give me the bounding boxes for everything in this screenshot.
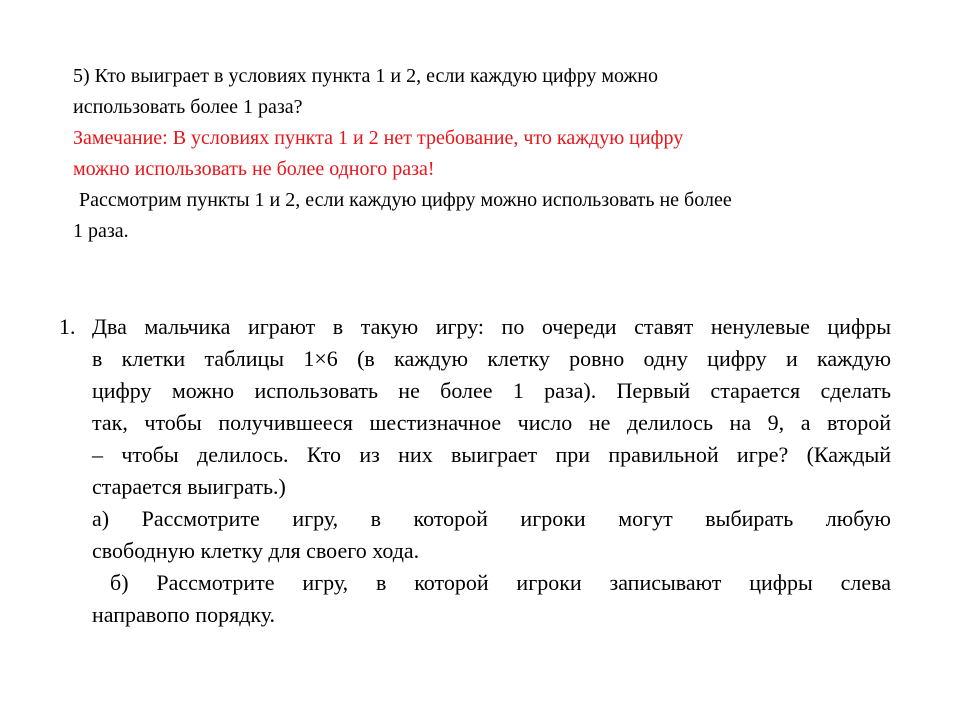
task-line-3: цифру можно использовать не более 1 раза). Первый старается сделать — [92, 378, 891, 403]
consider-line-1: Рассмотрим пункты 1 и 2, если каждую цифру можно использовать не более — [79, 189, 732, 211]
task-number: 1. — [59, 314, 76, 339]
consider-line-2: 1 раза. — [73, 220, 129, 242]
task-text — [92, 311, 891, 631]
task-part-b-line-1: б) Рассмотрите игру, в которой игроки записывают цифры слева — [110, 570, 891, 595]
task-line-4: так, чтобы получившееся шестизначное число не делилось на 9, а второй — [92, 410, 891, 435]
remark-line-2: можно использовать не более одного раза! — [73, 158, 435, 180]
question-5-line-2: использовать более 1 раза? — [73, 96, 303, 118]
task-line-5: – чтобы делилось. Кто из них выиграет при правильной игре? (Каждый — [92, 442, 891, 467]
task-line-6: старается выиграть.) — [92, 474, 286, 499]
task-part-a-line-2: свободную клетку для своего хода. — [92, 538, 420, 563]
question-5-line-1: 5) Кто выиграет в условиях пункта 1 и 2, если каждую цифру можно — [73, 65, 659, 87]
remark-line-1: Замечание: В условиях пункта 1 и 2 нет требование, что каждую цифру — [73, 127, 684, 149]
task-line-2: в клетки таблицы 1×6 (в каждую клетку ровно одну цифру и каждую — [92, 346, 891, 371]
intro-block — [73, 61, 873, 247]
task-part-b-line-2: направопо порядку. — [92, 602, 276, 627]
task-part-a-line-1: а) Рассмотрите игру, в которой игроки могут выбирать любую — [92, 506, 891, 531]
task-line-1: Два мальчика играют в такую игру: по очереди ставят ненулевые цифры — [92, 314, 891, 339]
